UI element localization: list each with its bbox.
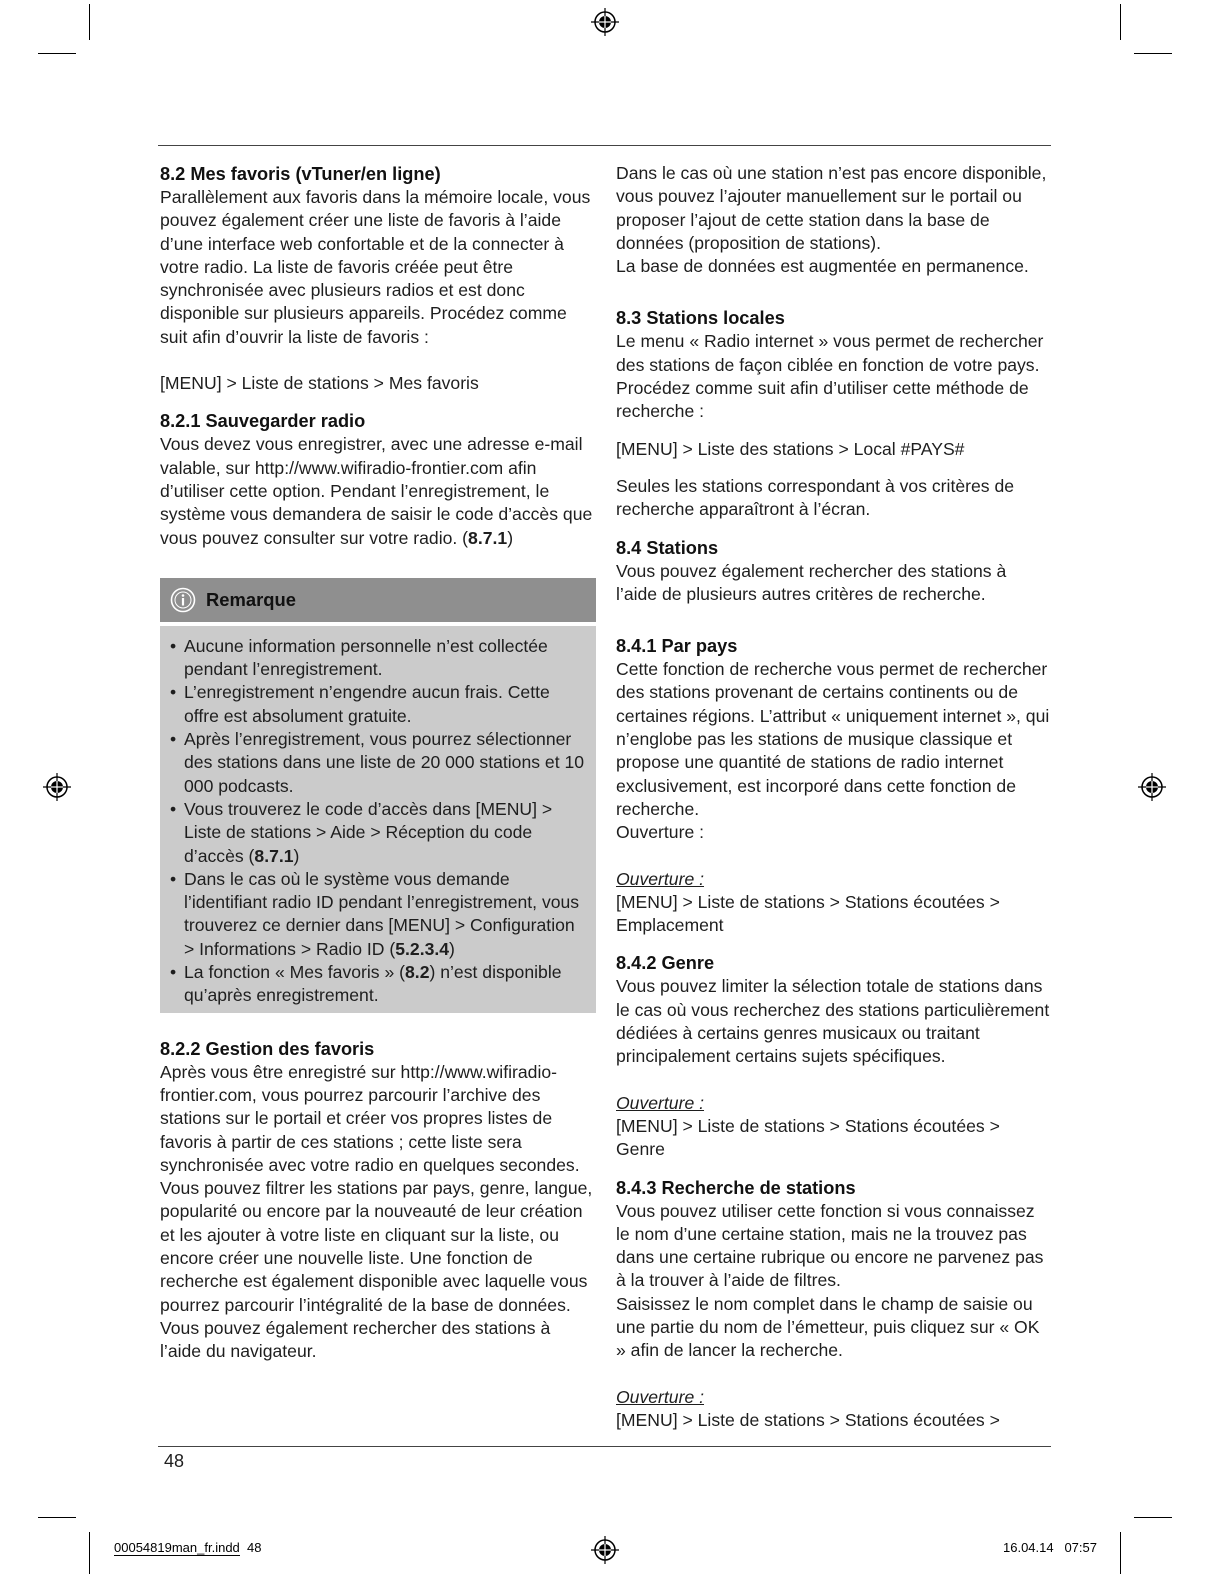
list-item: • Après l’enregistrement, vous pourrez sélectionner des stations dans une liste de 20 000 stations et 10 000 podcasts.	[170, 728, 588, 798]
footer-rule	[158, 1446, 1051, 1447]
crop-mark-bottom-left-h	[38, 1517, 76, 1518]
section-heading-8-2-1: 8.2.1 Sauvegarder radio	[160, 411, 366, 432]
section-heading-8-4: 8.4 Stations	[616, 537, 719, 558]
opening-label: Ouverture :	[616, 1386, 705, 1407]
right-column	[616, 162, 1052, 1432]
remark-title: Remarque	[206, 589, 296, 611]
list-item: • Vous trouverez le code d’accès dans [MENU] > Liste de stations > Aide > Réception du code d’accès (8.7.1)	[170, 798, 588, 868]
list-item: • Aucune information personnelle n’est collectée pendant l’enregistrement.	[170, 635, 588, 682]
footer-file-page: 48	[247, 1540, 262, 1555]
left-column	[160, 162, 596, 1363]
section-body-8-2-2: Vous pouvez filtrer les stations par pays, genre, langue, popularité ou encore par la nouveauté de leur création et les ajouter à votre liste en cliquant sur la liste, ou encore créer une nouvelle liste. Une fonction de recherche est également disponible avec laquelle vous pourrez parcourir l’intégralité de la base de données.	[160, 1178, 593, 1315]
menu-path-8-3: [MENU] > Liste des stations > Local #PAYS#	[616, 438, 965, 459]
registration-mark-icon	[591, 1536, 619, 1564]
opening-label-plain: Ouverture :	[616, 822, 705, 843]
section-body-8-2-2: Vous pouvez également rechercher des stations à l’aide du navigateur.	[160, 1317, 551, 1362]
header-rule	[158, 145, 1051, 146]
remark-box	[160, 578, 596, 1013]
cross-reference: 5.2.3.4	[395, 938, 450, 959]
crop-mark-top-left-v	[89, 4, 90, 40]
section-body-8-2: Parallèlement aux favoris dans la mémoire locale, vous pouvez également créer une liste de favoris à l’aide d’une interface web confortable et de la connecter à votre radio. La liste de favoris créée peut être synchronisée avec plusieurs radios et est donc disponible sur plusieurs appareils. Procédez comme suit afin d’ouvrir la liste de favoris :	[160, 187, 591, 347]
crop-mark-top-right-h	[1134, 53, 1172, 54]
cross-reference: 8.2	[405, 962, 430, 983]
registration-mark-icon	[1138, 773, 1166, 801]
cross-reference: 8.7.1	[468, 527, 508, 548]
section-body-8-4-3: Saisissez le nom complet dans le champ de saisie ou une partie du nom de l’émetteur, puis cliquez sur « OK » afin de lancer la recherche.	[616, 1293, 1040, 1361]
info-icon	[170, 587, 196, 613]
section-body-8-4-1: Cette fonction de recherche vous permet de rechercher des stations provenant de certains continents ou de certaines régions. L’attribut « uniquement internet », qui n’englobe pas les stations de musique classique et propose une quantité de stations de radio internet exclusivement, est incorporé dans cette fonction de recherche.	[616, 659, 1050, 819]
section-note-8-3: Seules les stations correspondant à vos critères de recherche apparaîtront à l’écran.	[616, 475, 1015, 520]
page-number: 48	[164, 1451, 185, 1471]
section-heading-8-2: 8.2 Mes favoris (vTuner/en ligne)	[160, 164, 441, 184]
footer-timestamp	[1003, 1540, 1097, 1555]
footer-time: 07:57	[1064, 1540, 1097, 1555]
crop-mark-bottom-right-h	[1134, 1517, 1172, 1518]
registration-mark-icon	[43, 773, 71, 801]
section-heading-8-2-2: 8.2.2 Gestion des favoris	[160, 1038, 375, 1059]
section-heading-8-4-1: 8.4.1 Par pays	[616, 636, 738, 657]
list-item: • La fonction « Mes favoris » (8.2) n’est disponible qu’après enregistrement.	[170, 961, 588, 1008]
section-body-8-2-1: Vous devez vous enregistrer, avec une adresse e-mail valable, sur http://www.wifiradio-frontier.com afin d’utiliser cette option. Pendant l’enregistrement, le système vous demandera de saisir le code d’accès que vous pouvez consulter sur votre radio. (8.7.1)	[160, 434, 593, 548]
crop-mark-top-left-h	[38, 53, 76, 54]
registration-mark-icon	[591, 8, 619, 36]
menu-path-8-4-3: [MENU] > Liste de stations > Stations écoutées >	[616, 1409, 1000, 1430]
footer-date: 16.04.14	[1003, 1540, 1054, 1555]
list-item: • L’enregistrement n’engendre aucun frais. Cette offre est absolument gratuite.	[170, 681, 588, 728]
intro-paragraph: La base de données est augmentée en permanence.	[616, 256, 1029, 277]
section-body-8-3: Le menu « Radio internet » vous permet de rechercher des stations de façon ciblée en fonction de votre pays. Procédez comme suit afin d’utiliser cette méthode de recherche :	[616, 331, 1044, 422]
section-body-8-4: Vous pouvez également rechercher des stations à l’aide de plusieurs autres critères de recherche.	[616, 560, 1007, 604]
footer-file-info	[114, 1540, 261, 1555]
footer-file-name: 00054819man_fr.indd	[114, 1540, 240, 1555]
menu-path-8-2: [MENU] > Liste de stations > Mes favoris	[160, 373, 479, 394]
crop-mark-top-right-v	[1120, 4, 1121, 40]
cross-reference: 8.7.1	[254, 845, 294, 866]
remark-header	[160, 578, 596, 622]
section-heading-8-3: 8.3 Stations locales	[616, 308, 785, 329]
menu-path-8-4-1: [MENU] > Liste de stations > Stations écoutées > Emplacement	[616, 891, 1000, 936]
menu-path-8-4-2: [MENU] > Liste de stations > Stations écoutées > Genre	[616, 1115, 1000, 1160]
opening-label: Ouverture :	[616, 868, 705, 889]
opening-label: Ouverture :	[616, 1092, 705, 1113]
remark-body	[160, 626, 596, 1013]
list-item: • Dans le cas où le système vous demande l’identifiant radio ID pendant l’enregistrement, vous trouverez ce dernier dans [MENU] > Configuration > Informations > Radio ID (5.2.3.4)	[170, 868, 588, 961]
remark-list	[170, 635, 588, 1008]
section-body-8-2-2: Après vous être enregistré sur http://www.wifiradio-frontier.com, vous pourrez parcourir l’archive des stations sur le portail et créer vos propres listes de favoris à partir de ces stations ; cette liste sera synchronisée avec votre radio en quelques secondes.	[160, 1061, 580, 1175]
section-heading-8-4-2: 8.4.2 Genre	[616, 953, 715, 974]
section-body-8-4-3: Vous pouvez utiliser cette fonction si vous connaissez le nom d’une certaine station, mais ne la trouvez pas dans une certaine rubrique ou encore ne parvenez pas à la trouver à l’aide de filtres.	[616, 1200, 1044, 1291]
crop-mark-bottom-left-v	[89, 1532, 90, 1574]
intro-paragraph: Dans le cas où une station n’est pas encore disponible, vous pouvez l’ajouter manuellement sur le portail ou proposer l’ajout de cette station dans la base de données (proposition de stations).	[616, 163, 1047, 253]
section-body-8-4-2: Vous pouvez limiter la sélection totale de stations dans le cas où vous recherchez des stations particulièrement dédiées à certains genres musicaux ou traitant principalement certains sujets spécifiques.	[616, 976, 1050, 1067]
section-heading-8-4-3: 8.4.3 Recherche de stations	[616, 1177, 856, 1198]
crop-mark-bottom-right-v	[1120, 1532, 1121, 1574]
